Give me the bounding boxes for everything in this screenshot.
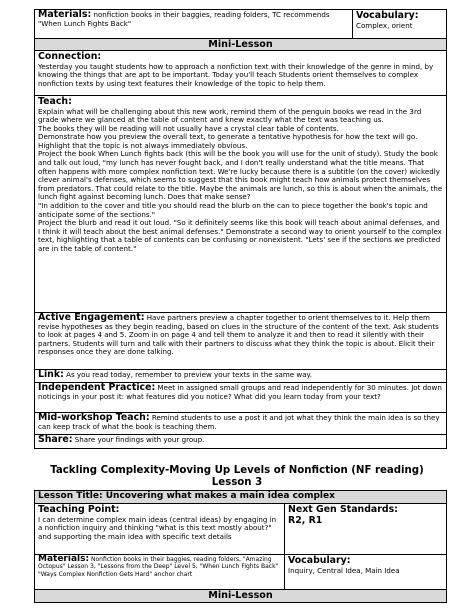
link-text: As you read today, remember to preview your texts in the same way. [63,370,312,379]
link-label: Link: [38,370,64,380]
materials-row [35,10,446,39]
vocabulary-label-lower: Vocabulary: [288,555,351,566]
vocabulary-label: Vocabulary: [356,10,419,21]
materials-label: Materials: [38,10,92,20]
active-engagement-label: Active Engagement: [38,313,145,323]
mid-workshop-text: Remind students to use a post it and jot what they think the main idea is so they can keep track of what the book is teaching them. [38,413,440,431]
mid-workshop-label: Mid-workshop Teach: [38,413,150,423]
standards-text: R2, R1 [288,514,323,526]
active-engagement-section [35,313,446,370]
minilesson-bar-lower: Mini-Lesson [35,590,446,602]
independent-practice-section [35,383,446,413]
connection-label: Connection: [38,51,102,62]
vocabulary-cell-lower [285,555,446,589]
materials-row-lower [35,555,446,590]
vocabulary-text: Complex, orient [356,20,413,30]
lesson-plan-table-lower [34,490,447,603]
teach-section [35,96,446,313]
teach-text: Explain what will be challenging about this new work, remind them of the penguin books we read in the 3rd grade where we glanced at the table of content and knew exactly what the text was teaching us. The books they will be reading will not usually have a crystal clear table of contents. Demonstrate how you preview the overall text, to generate a tentative hypothesis for how the text will go. Highlight that the topic is not always immediately obvious. Project the book When Lunch fights back (this will be the book you will use for the unit of study). Study the book and talk out loud, "my lunch has never fought back, and I don't really understand what the title means. That often happens with more complex nonfiction text. We're lucky because there is a subtitle (on the cover) wickedly clever animal's defenses, which seems to suggest that this book might teach how animals protect themselves from predators. That could relate to the title. Maybe the animals are lunch, so this is about when the animals, the lunch fight against becoming lunch. Does that make sense? "In addition to the cover and title you should read the blurb on the can to piece together the book's topic and anticipate some of the sections." Project the blurb and read it out loud. "So it definitely seems like this book will teach about animal defenses, and I think it will teach about the best animal defenses." Demonstrate a second way to orient yourself to the complex text, highlighting that a table of contents can be confusing or nonexistent. "Lets' see if the sections we predicted are in the table of content." [38,106,443,253]
link-section [35,370,446,383]
materials-text-lower: Nonfiction books in their baggies, reading folders, "Amazing Octopus" Lesson 3, "Lessons from the Deep" Level 5, "When Lunch Fights Back" "Ways Complex Nonfiction Gets Hard" anchor chart [38,556,279,578]
lesson-number: Lesson 3 [211,477,263,488]
minilesson-bar: Mini-Lesson [35,39,446,51]
lesson-title-label: Lesson Title: [38,491,103,501]
connection-section [35,51,446,96]
teach-label: Teach: [38,96,72,107]
share-section [35,435,446,448]
teaching-point-text: I can determine complex main ideas (central ideas) by engaging in a nonfiction inquiry and thinking "what is this text mostly about?" and supporting the main idea with specific text details [38,514,277,541]
active-engagement-text: Have partners preview a chapter together to orient themselves to it. Help them revise hypotheses as they begin reading, based on clues in the structure of the content of the text. Ask students to look at pages 4 and 5. Zoom in on page 4 and tell them to analyze it and then to read it silently with their partners. Students will turn and talk with their partners to discuss what they think the topic is about. Elicit their responses once they are done talking. [38,313,439,357]
unit-heading: Tackling Complexity-Moving Up Levels of Nonfiction (NF reading) [50,465,424,476]
materials-label-lower: Materials: [38,555,90,564]
share-text: Share your findings with your group. [72,435,205,444]
lesson-plan-table-upper [34,9,447,449]
teaching-point-cell [35,504,285,554]
materials-block-lower [38,556,281,578]
vocabulary-text-lower: Inquiry, Central Idea, Main Idea [288,565,400,575]
standards-label: Next Gen Standards: [288,504,398,515]
lesson-title-row [35,491,446,504]
mid-workshop-section [35,413,446,435]
independent-practice-text: Meet in assigned small groups and read independently for 30 minutes. Jot down noticings in your post it: what features did you notice? What did you learn today from your text? [38,383,442,401]
lesson-title-text: Uncovering what makes a main idea complex [102,491,335,501]
standards-cell [285,504,446,554]
teaching-point-row [35,504,446,555]
materials-cell-lower [35,555,285,589]
share-label: Share: [38,435,73,445]
connection-text: Yesterday you taught students how to approach a nonfiction text with their knowledge of the genre in mind, by knowing the things that are apt to be important. Today you'll teach Students orient themselves to complex nonfiction texts by using text features their knowledge of the topic to help them. [38,61,434,88]
teaching-point-label: Teaching Point: [38,504,120,515]
vocabulary-cell [353,10,446,38]
materials-text: nonfiction books in their baggies, reading folders, TC recommends "When Lunch Fights Back" [38,10,330,28]
materials-cell [35,10,353,38]
independent-practice-label: Independent Practice: [38,383,156,393]
